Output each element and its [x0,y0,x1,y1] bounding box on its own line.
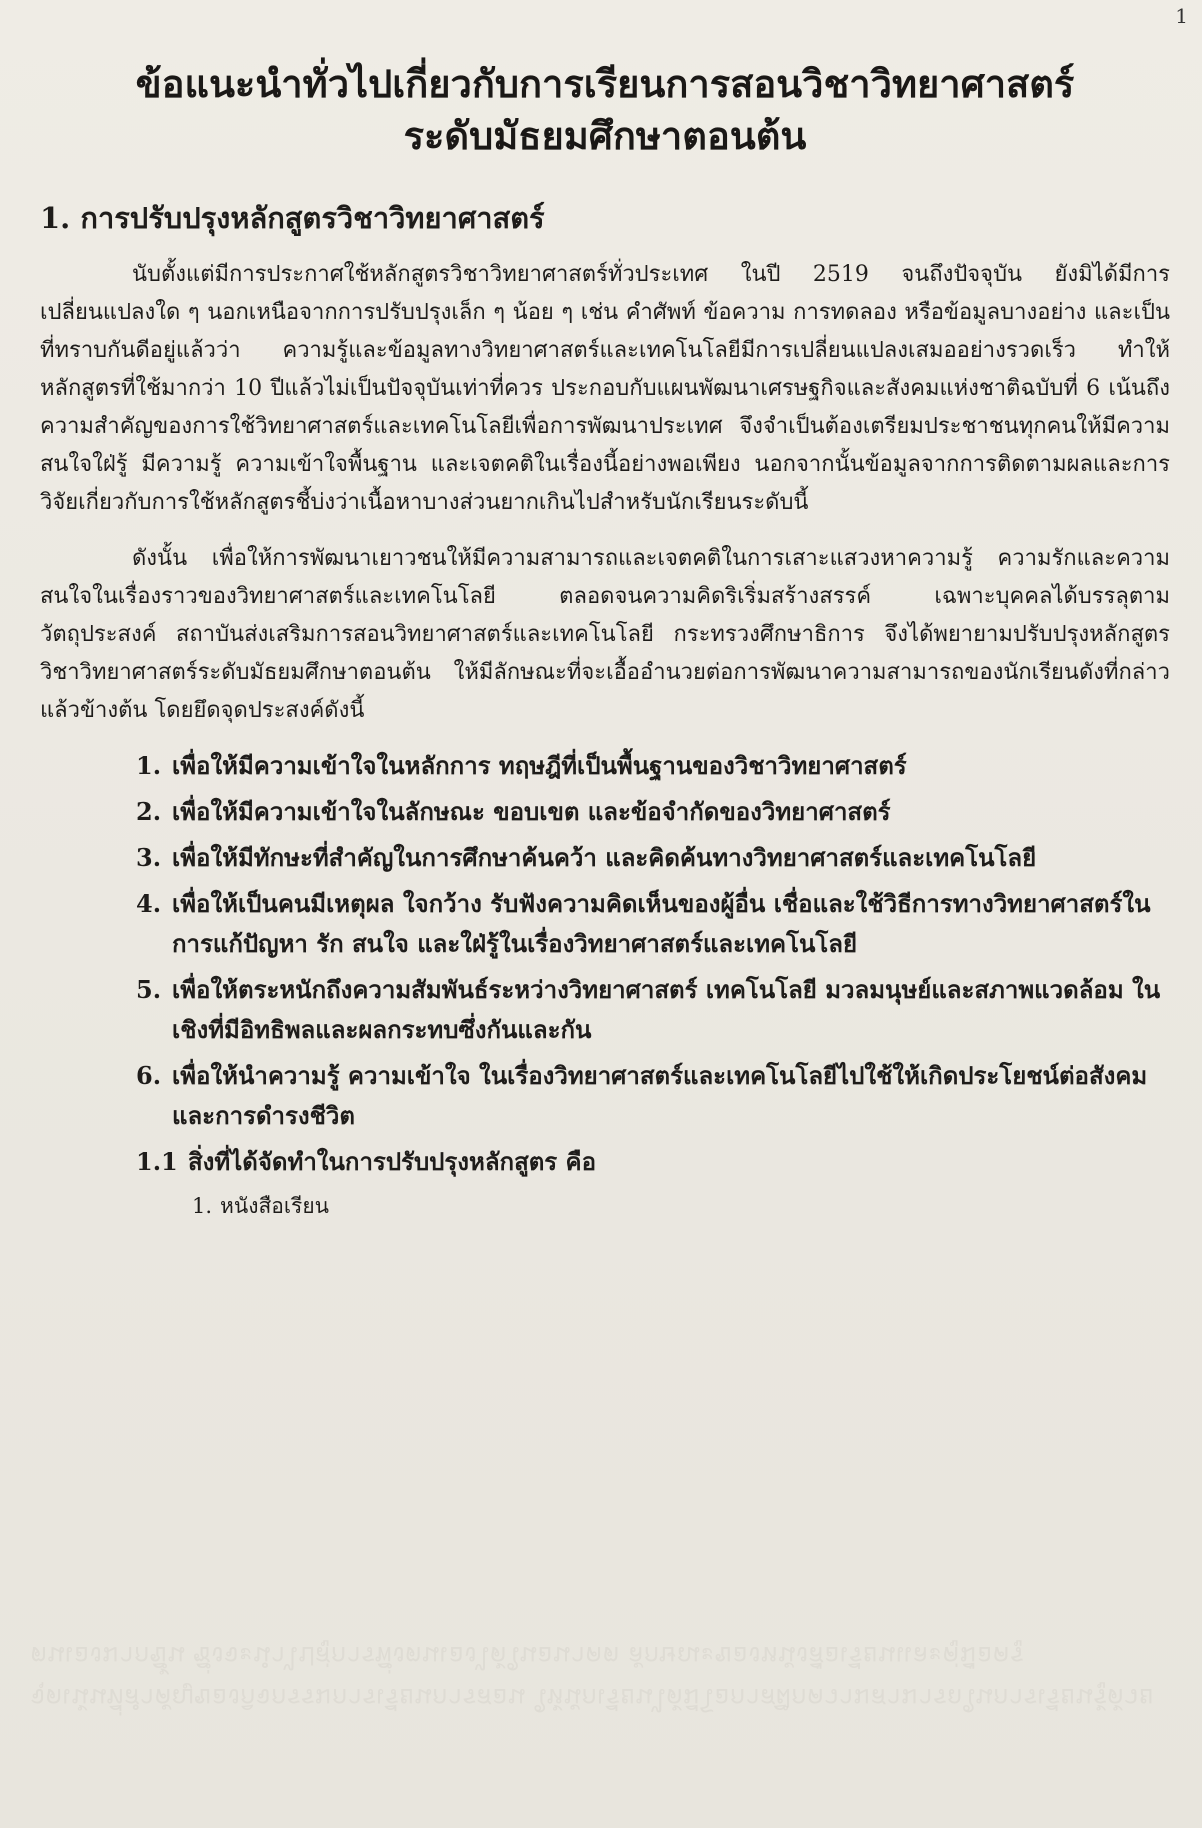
objective-number: 3. [136,843,162,872]
title-line-2: ระดับมัธยมศึกษาตอนต้น [403,113,807,158]
subsection-item-number: 1. [192,1194,213,1218]
objective-item [40,884,1170,964]
objective-item [40,792,1170,832]
objective-number: 2. [136,797,162,826]
objective-text: เพื่อให้มีความเข้าใจในหลักการ ทฤษฎีที่เป็นพื้นฐานของวิชาวิทยาศาสตร์ [172,751,907,780]
objectives-list [40,746,1170,1136]
objective-number: 5. [136,975,162,1004]
paragraph-1: นับตั้งแต่มีการประกาศใช้หลักสูตรวิชาวิทยาศาสตร์ทั่วประเทศ ในปี 2519 จนถึงปัจจุบัน ยังมิได้มีการเปลี่ยนแปลงใด ๆ นอกเหนือจากการปรับปรุงเล็ก ๆ น้อย ๆ เช่น คำศัพท์ ข้อความ การทดลอง หรือข้อมูลบางอย่าง และเป็นที่ทราบกันดีอยู่แล้วว่า ความรู้และข้อมูลทางวิทยาศาสตร์และเทคโนโลยีมีการเปลี่ยนแปลงเสมออย่างรวดเร็ว ทำให้หลักสูตรที่ใช้มากว่า 10 ปีแล้วไม่เป็นปัจจุบันเท่าที่ควร ประกอบกับแผนพัฒนาเศรษฐกิจและสังคมแห่งชาติฉบับที่ 6 เน้นถึงความสำคัญของการใช้วิทยาศาสตร์และเทคโนโลยีเพื่อการพัฒนาประเทศ จึงจำเป็นต้องเตรียมประชาชนทุกคนให้มีความสนใจใฝ่รู้ มีความรู้ ความเข้าใจพื้นฐาน และเจตคติในเรื่องนี้อย่างพอเพียง นอกจากนั้นข้อมูลจากการติดตามผลและการวิจัยเกี่ยวกับการใช้หลักสูตรชี้บ่งว่าเนื้อหาบางส่วนยากเกินไปสำหรับนักเรียนระดับนี้ [40,262,1170,515]
section-number: 1. [40,201,71,235]
page-number: 1 [1175,4,1188,28]
title-line-1: ข้อแนะนำทั่วไปเกี่ยวกับการเรียนการสอนวิชาวิทยาศาสตร์ [135,61,1075,106]
objective-text: เพื่อให้เป็นคนมีเหตุผล ใจกว้าง รับฟังความคิดเห็นของผู้อื่น เชื่อและใช้วิธีการทางวิทยาศาสตร์ในการแก้ปัญหา รัก สนใจ และใฝ่รู้ในเรื่องวิทยาศาสตร์และเทคโนโลยี [172,889,1151,958]
objective-text: เพื่อให้มีทักษะที่สำคัญในการศึกษาค้นคว้า และคิดค้นทางวิทยาศาสตร์และเทคโนโลยี [172,843,1037,872]
section-title: การปรับปรุงหลักสูตรวิชาวิทยาศาสตร์ [80,201,545,235]
objective-text: เพื่อให้มีความเข้าใจในลักษณะ ขอบเขต และข้อจำกัดของวิทยาศาสตร์ [172,797,891,826]
objective-item [40,746,1170,786]
objective-item [40,838,1170,878]
paragraph-2: ดังนั้น เพื่อให้การพัฒนาเยาวชนให้มีความสามารถและเจตคติในการเสาะแสวงหาความรู้ ความรักและความสนใจในเรื่องราวของวิทยาศาสตร์และเทคโนโลยี ตลอดจนความคิดริเริ่มสร้างสรรค์ เฉพาะบุคคลได้บรรลุตามวัตถุประสงค์ สถาบันส่งเสริมการสอนวิทยาศาสตร์และเทคโนโลยี กระทรวงศึกษาธิการ จึงได้พยายามปรับปรุงหลักสูตรวิชาวิทยาศาสตร์ระดับมัธยมศึกษาตอนต้น ให้มีลักษณะที่จะเอื้ออำนวยต่อการพัฒนาความสามารถของนักเรียนดังที่กล่าวแล้วข้างต้น โดยยึดจุดประสงค์ดังนี้ [40,546,1170,723]
page-content [40,58,1170,1224]
subsection-number: 1.1 [136,1147,178,1176]
objective-number: 4. [136,889,162,918]
objective-number: 1. [136,751,162,780]
objective-item [40,970,1170,1050]
document-title [40,58,1170,162]
objective-item [40,1056,1170,1136]
bleed-through-text: จุดเน้นที่สำคัญของกิจกรรมการเรียนการสอน ให้นักเรียนได้มีโอกาสฝึกความสามารถในการเรียนรู้ด้วยตนเองมากขึ้น ซึ่งจะนำไปสู่การพึ่งตนเองได้ในอนาคต ลักษณะของหนังสือเรียนและคู่มือครู [30,1640,1154,1712]
objective-text: เพื่อให้นำความรู้ ความเข้าใจ ในเรื่องวิทยาศาสตร์และเทคโนโลยีไปใช้ให้เกิดประโยชน์ต่อสังคมและการดำรงชีวิต [172,1061,1148,1130]
subsection-title: สิ่งที่ได้จัดทำในการปรับปรุงหลักสูตร คือ [188,1147,597,1176]
objective-text: เพื่อให้ตระหนักถึงความสัมพันธ์ระหว่างวิทยาศาสตร์ เทคโนโลยี มวลมนุษย์และสภาพแวดล้อม ในเชิงที่มีอิทธิพลและผลกระทบซึ่งกันและกัน [172,975,1161,1044]
subsection-item-text: หนังสือเรียน [220,1194,329,1218]
section-heading [40,198,1170,238]
subsection-item [192,1188,1170,1224]
objective-number: 6. [136,1061,162,1090]
subsection-heading [136,1142,1170,1182]
